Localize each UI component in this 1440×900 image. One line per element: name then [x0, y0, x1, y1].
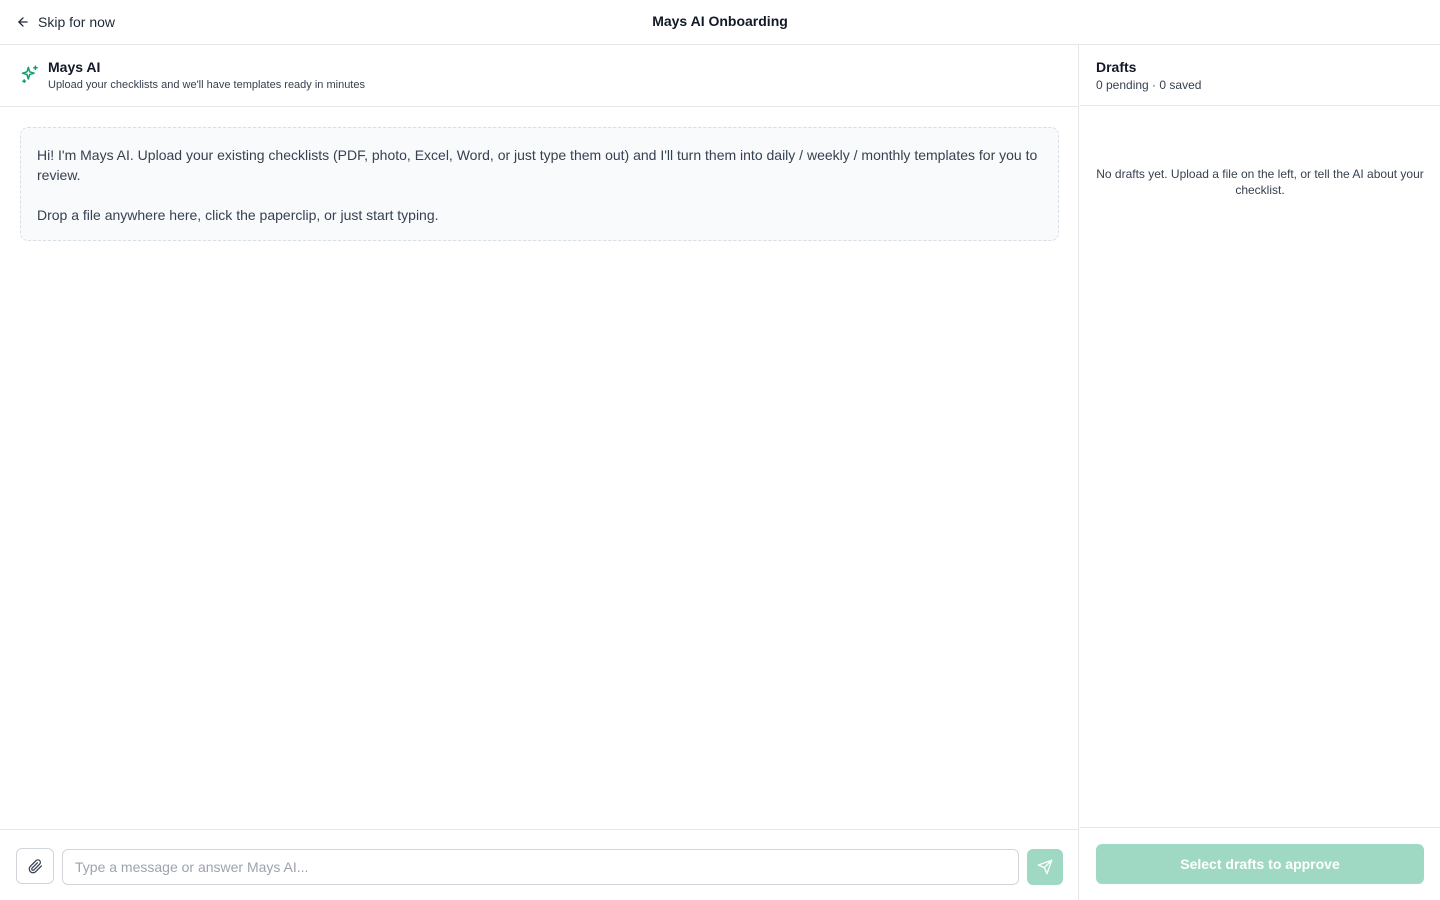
top-bar	[0, 0, 1440, 45]
message-composer	[0, 829, 1079, 900]
approve-drafts-button[interactable]: Select drafts to approve	[1096, 844, 1424, 884]
send-button[interactable]	[1027, 849, 1063, 885]
assistant-name: Mays AI	[48, 59, 101, 75]
drafts-panel	[1080, 45, 1440, 900]
drafts-header	[1080, 45, 1440, 106]
sparkles-icon	[20, 64, 40, 84]
skip-for-now-label: Skip for now	[38, 14, 116, 30]
chat-panel	[0, 45, 1079, 900]
assistant-message	[20, 127, 1059, 241]
paperclip-icon	[28, 859, 43, 874]
message-input[interactable]	[62, 849, 1019, 885]
message-paragraph: Drop a file anywhere here, click the paperclip, or just start typing.	[37, 207, 439, 223]
page-title: Mays AI Onboarding	[652, 13, 788, 29]
attach-file-button[interactable]	[16, 848, 54, 884]
drafts-footer	[1080, 827, 1440, 900]
chat-header	[0, 45, 1079, 107]
drafts-title: Drafts	[1096, 59, 1137, 75]
drafts-count: 0 pending · 0 saved	[1096, 78, 1202, 92]
assistant-subtitle: Upload your checklists and we'll have templates ready in minutes	[48, 79, 365, 91]
send-icon	[1037, 859, 1053, 875]
message-paragraph: Hi! I'm Mays AI. Upload your existing checklists (PDF, photo, Excel, Word, or just type them out) and I'll turn them into daily / weekly / monthly templates for you to review.	[37, 147, 1038, 183]
drafts-empty-state: No drafts yet. Upload a file on the left, or tell the AI about your checklist.	[1096, 167, 1424, 197]
